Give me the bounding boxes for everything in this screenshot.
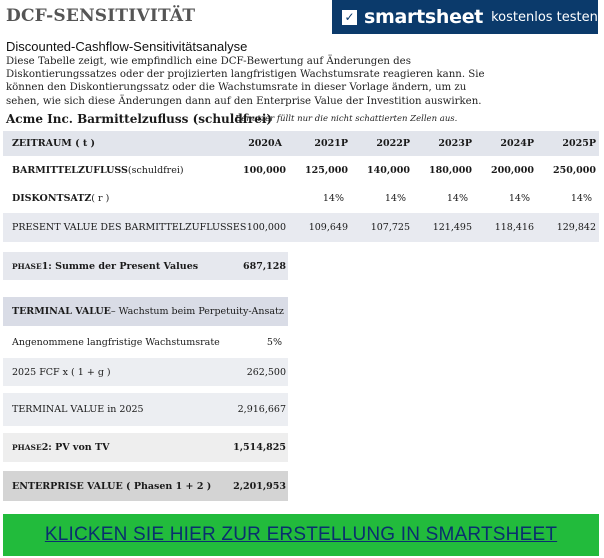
pv-2025: 129,842 (556, 222, 596, 233)
discount-label-sub: ( r ) (91, 193, 110, 204)
phase1-label (12, 252, 198, 280)
growth-rate-value[interactable]: 5% (266, 336, 282, 348)
terminal-value-label: TERMINAL VALUE in 2025 (12, 404, 144, 415)
cashflow-2021[interactable]: 125,000 (305, 165, 348, 176)
cashflow-2024[interactable]: 200,000 (491, 165, 534, 176)
cashflow-2020[interactable]: 100,000 (243, 165, 286, 176)
year-0: 2020A (248, 138, 282, 149)
fcf-value: 262,500 (246, 366, 286, 378)
enterprise-value-label: ENTERPRISE VALUE ( Phasen 1 + 2 ) (12, 480, 212, 492)
phase1-text: 1: Summe der Present Values (41, 260, 199, 272)
terminal-value-value: 2,916,667 (237, 404, 286, 415)
terminal-heading-sub: – Wachstum beim Perpetuity-Ansatz (110, 306, 284, 317)
smartsheet-trial-banner[interactable] (332, 0, 598, 34)
fcf-label: 2025 FCF x ( 1 + g ) (12, 366, 111, 378)
year-3: 2023P (438, 138, 472, 149)
page-title: DCF-SENSITIVITÄT (6, 6, 196, 26)
enterprise-value-value: 2,201,953 (233, 480, 286, 492)
phase1-value: 687,128 (243, 260, 286, 272)
phase1-prefix: PHASE (12, 261, 42, 271)
company-heading: Acme Inc. Barmittelzufluss (schuldfrei) (6, 112, 273, 126)
discount-2023[interactable]: 14% (446, 193, 468, 204)
cashflow-label (12, 158, 184, 183)
create-in-smartsheet-button[interactable] (3, 514, 599, 556)
discount-label (12, 186, 109, 211)
year-2: 2022P (376, 138, 410, 149)
cashflow-label-main: BARMITTELZUFLUSS (12, 165, 128, 176)
cashflow-label-sub: (schuldfrei) (127, 165, 184, 176)
year-1: 2021P (314, 138, 348, 149)
discount-2022[interactable]: 14% (384, 193, 406, 204)
pv-2020: 100,000 (246, 222, 286, 233)
phase2-text: 2: PV von TV (41, 442, 110, 453)
cashflow-2025[interactable]: 250,000 (553, 165, 596, 176)
present-value-label: PRESENT VALUE DES BARMITTELZUFLUSSES (12, 222, 247, 233)
year-5: 2025P (562, 138, 596, 149)
pv-2021: 109,649 (308, 222, 348, 233)
pv-2022: 107,725 (370, 222, 410, 233)
growth-rate-label: Angenommene langfristige Wachstumsrate (12, 336, 220, 348)
discount-2021[interactable]: 14% (322, 193, 344, 204)
create-in-smartsheet-link[interactable]: KLICKEN SIE HIER ZUR ERSTELLUNG IN SMARTSHEET (44, 524, 558, 545)
description: Diese Tabelle zeigt, wie empfindlich eine DCF-Bewertung auf Änderungen des Diskontierungssatzes oder der projizierten langfristigen Wachstumsrate reagieren kann. Sie können den Diskontierungssatz oder die Wachstumsrate in dieser Vorlage ändern, um zu sehen, wie sich diese Änderungen dann auf den Enterprise Value der Investition auswirken. (6, 56, 485, 107)
terminal-heading-main: TERMINAL VALUE (12, 306, 111, 317)
cashflow-2023[interactable]: 180,000 (429, 165, 472, 176)
brand-name: smartsheet (364, 6, 484, 28)
subtitle: Discounted-Cashflow-Sensitivitätsanalyse (6, 39, 248, 54)
phase2-label (12, 433, 109, 462)
instruction-note: Benutzer füllt nur die nicht schattierten Zellen aus. (235, 114, 458, 124)
cashflow-2022[interactable]: 140,000 (367, 165, 410, 176)
phase2-value: 1,514,825 (233, 442, 286, 453)
smartsheet-logo-icon: ✓ (342, 10, 357, 25)
pv-2024: 118,416 (494, 222, 534, 233)
year-4: 2024P (500, 138, 534, 149)
discount-label-main: DISKONTSATZ (12, 193, 92, 204)
period-label: ZEITRAUM ( t ) (12, 138, 96, 149)
pv-2023: 121,495 (432, 222, 472, 233)
terminal-value-heading (12, 297, 284, 326)
discount-2024[interactable]: 14% (508, 193, 530, 204)
discount-2025[interactable]: 14% (570, 193, 592, 204)
brand-cta: kostenlos testen (491, 9, 598, 25)
phase2-prefix: PHASE (12, 443, 42, 452)
